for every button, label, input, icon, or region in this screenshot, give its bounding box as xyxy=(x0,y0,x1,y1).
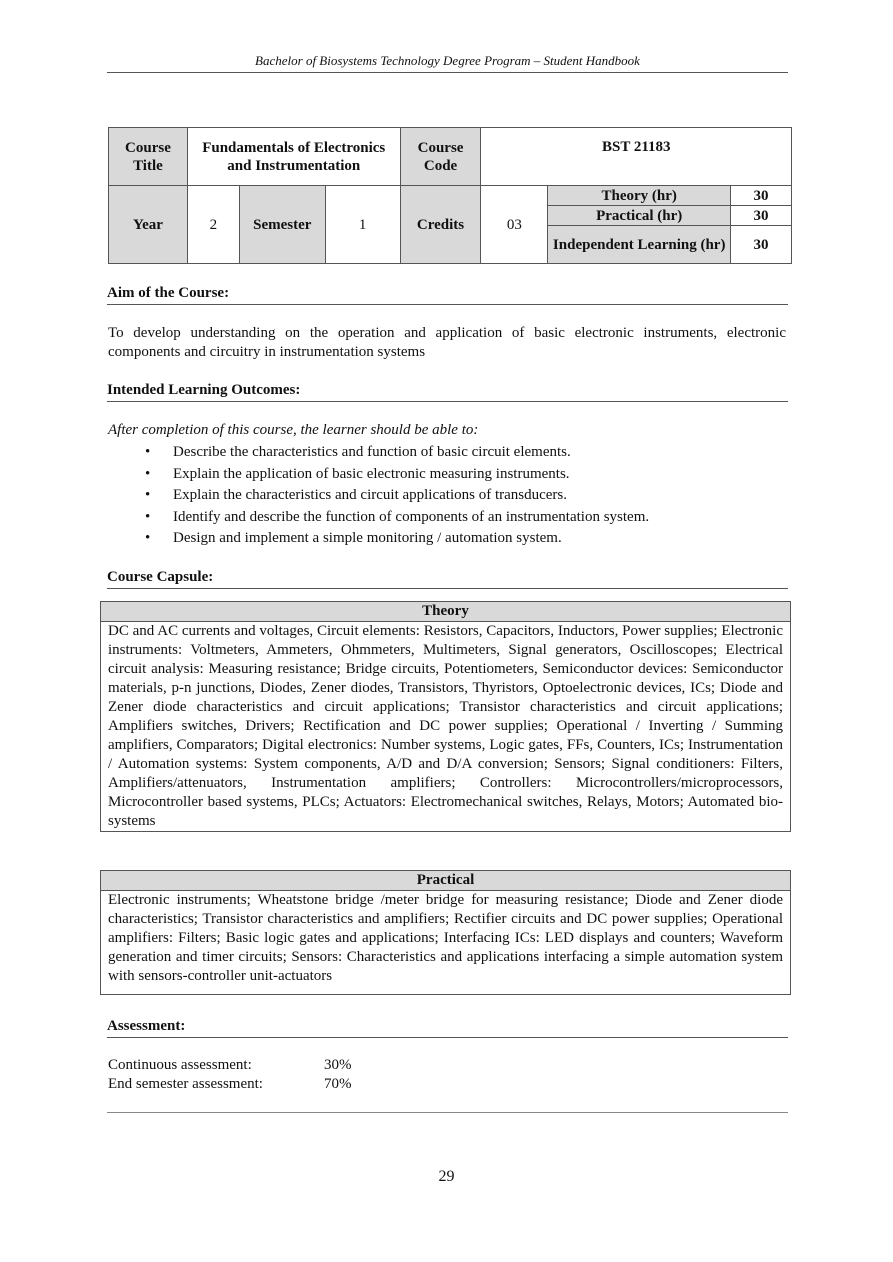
bullet-icon: • xyxy=(145,530,151,547)
credits-value: 03 xyxy=(481,186,548,264)
theory-text: DC and AC currents and voltages, Circuit elements: Resistors, Capacitors, Inductors, Power supplies; Electronic instruments: Voltmeters, Ammeters, Ohmmeters, Multimeters, Signal generators, Oscilloscopes; Electrical circuit analysis: Measuring resistance; Bridge circuits, Potentiometers, Semiconductor devices: Semiconductor materials, p-n junctions, Diodes, Zener diodes, Transistors, Thyristors, Optoelectronic devices, ICs; Diode and Zener diode characteristics and circuit applications; Transistor characteristics and circuit applications; Amplifiers switches, Drivers; Rectification and DC power supplies; Operational / Inverting / Summing amplifiers, Comparators; Digital electronics: Number systems, Logic gates, FFs, Counters, ICs; Instrumentation / Automation systems: System components, A/D and D/A conversion; Sensors; Signal conditioners: Filters, Amplifiers/attenuators, Instrumentation amplifiers; Controllers: Microcontrollers/microprocessors, Microcontroller based systems, PLCs; Actuators: Electromechanical switches, Relays, Motors; Automated bio-systems xyxy=(108,623,783,829)
independent-learning-hours-value: 30 xyxy=(731,226,792,264)
course-code-label: Course Code xyxy=(400,128,481,186)
practical-text: Electronic instruments; Wheatstone bridge /meter bridge for measuring resistance; Diode and Zener diode characteristics; Transistor characteristics and amplifiers; Rectifier circuits and DC power supplies; Operational amplifiers: Filters; Basic logic gates and applications; Interfacing ICs: LED displays and counters; Waveform generation and timer circuits; Sensors: Characteristics and applications interfacing a simple automation system with sensors-controller unit-actuators xyxy=(108,892,783,984)
assessment-row xyxy=(108,1075,352,1094)
credits-label: Credits xyxy=(400,186,481,264)
theory-title: Theory xyxy=(101,602,790,622)
practical-title: Practical xyxy=(101,871,790,891)
year-value: 2 xyxy=(187,186,239,264)
independent-learning-hours-label: Independent Learning (hr) xyxy=(548,226,731,264)
outcome-text: Explain the application of basic electronic measuring instruments. xyxy=(173,465,570,482)
aim-text: To develop understanding on the operation and application of basic electronic instruments, electronic components and circuitry in instrumentation systems xyxy=(108,325,786,360)
semester-value: 1 xyxy=(325,186,400,264)
list-item xyxy=(108,528,788,550)
outcomes-heading: Intended Learning Outcomes: xyxy=(107,382,788,402)
assessment-list xyxy=(108,1056,352,1094)
list-item xyxy=(108,507,788,529)
assessment-value: 30% xyxy=(324,1057,352,1073)
practical-hours-value: 30 xyxy=(731,206,792,226)
outcome-text: Explain the characteristics and circuit applications of transducers. xyxy=(173,487,568,504)
capsule-heading: Course Capsule: xyxy=(107,569,788,589)
outcomes-intro: After completion of this course, the learner should be able to: xyxy=(108,422,479,438)
assessment-label: Continuous assessment: xyxy=(108,1057,252,1073)
assessment-value: 70% xyxy=(324,1076,352,1092)
footer-divider xyxy=(107,1112,788,1113)
outcome-text: Identify and describe the function of components of an instrumentation system. xyxy=(173,508,650,525)
course-code-value: BST 21183 xyxy=(481,128,792,186)
page-number: 29 xyxy=(438,1168,455,1185)
list-item xyxy=(108,485,788,507)
aim-heading: Aim of the Course: xyxy=(107,285,788,305)
practical-box xyxy=(100,870,791,995)
year-label: Year xyxy=(109,186,188,264)
course-info-table xyxy=(108,127,792,264)
list-item xyxy=(108,442,788,464)
assessment-label: End semester assessment: xyxy=(108,1076,263,1092)
course-title-label: Course Title xyxy=(109,128,188,186)
bullet-icon: • xyxy=(145,487,151,504)
bullet-icon: • xyxy=(145,465,151,482)
outcomes-list xyxy=(108,442,788,550)
practical-hours-label: Practical (hr) xyxy=(548,206,731,226)
assessment-row xyxy=(108,1056,352,1075)
list-item xyxy=(108,464,788,486)
bullet-icon: • xyxy=(145,444,151,460)
theory-hours-value: 30 xyxy=(731,186,792,206)
assessment-heading: Assessment: xyxy=(107,1018,788,1038)
outcome-text: Describe the characteristics and function of basic circuit elements. xyxy=(173,444,571,460)
bullet-icon: • xyxy=(145,508,151,525)
course-title-value: Fundamentals of Electronics and Instrumentation xyxy=(187,128,400,186)
running-header: Bachelor of Biosystems Technology Degree Program – Student Handbook xyxy=(107,53,788,73)
outcome-text: Design and implement a simple monitoring / automation system. xyxy=(173,530,562,547)
theory-hours-label: Theory (hr) xyxy=(548,186,731,206)
semester-label: Semester xyxy=(239,186,325,264)
theory-box xyxy=(100,601,791,832)
